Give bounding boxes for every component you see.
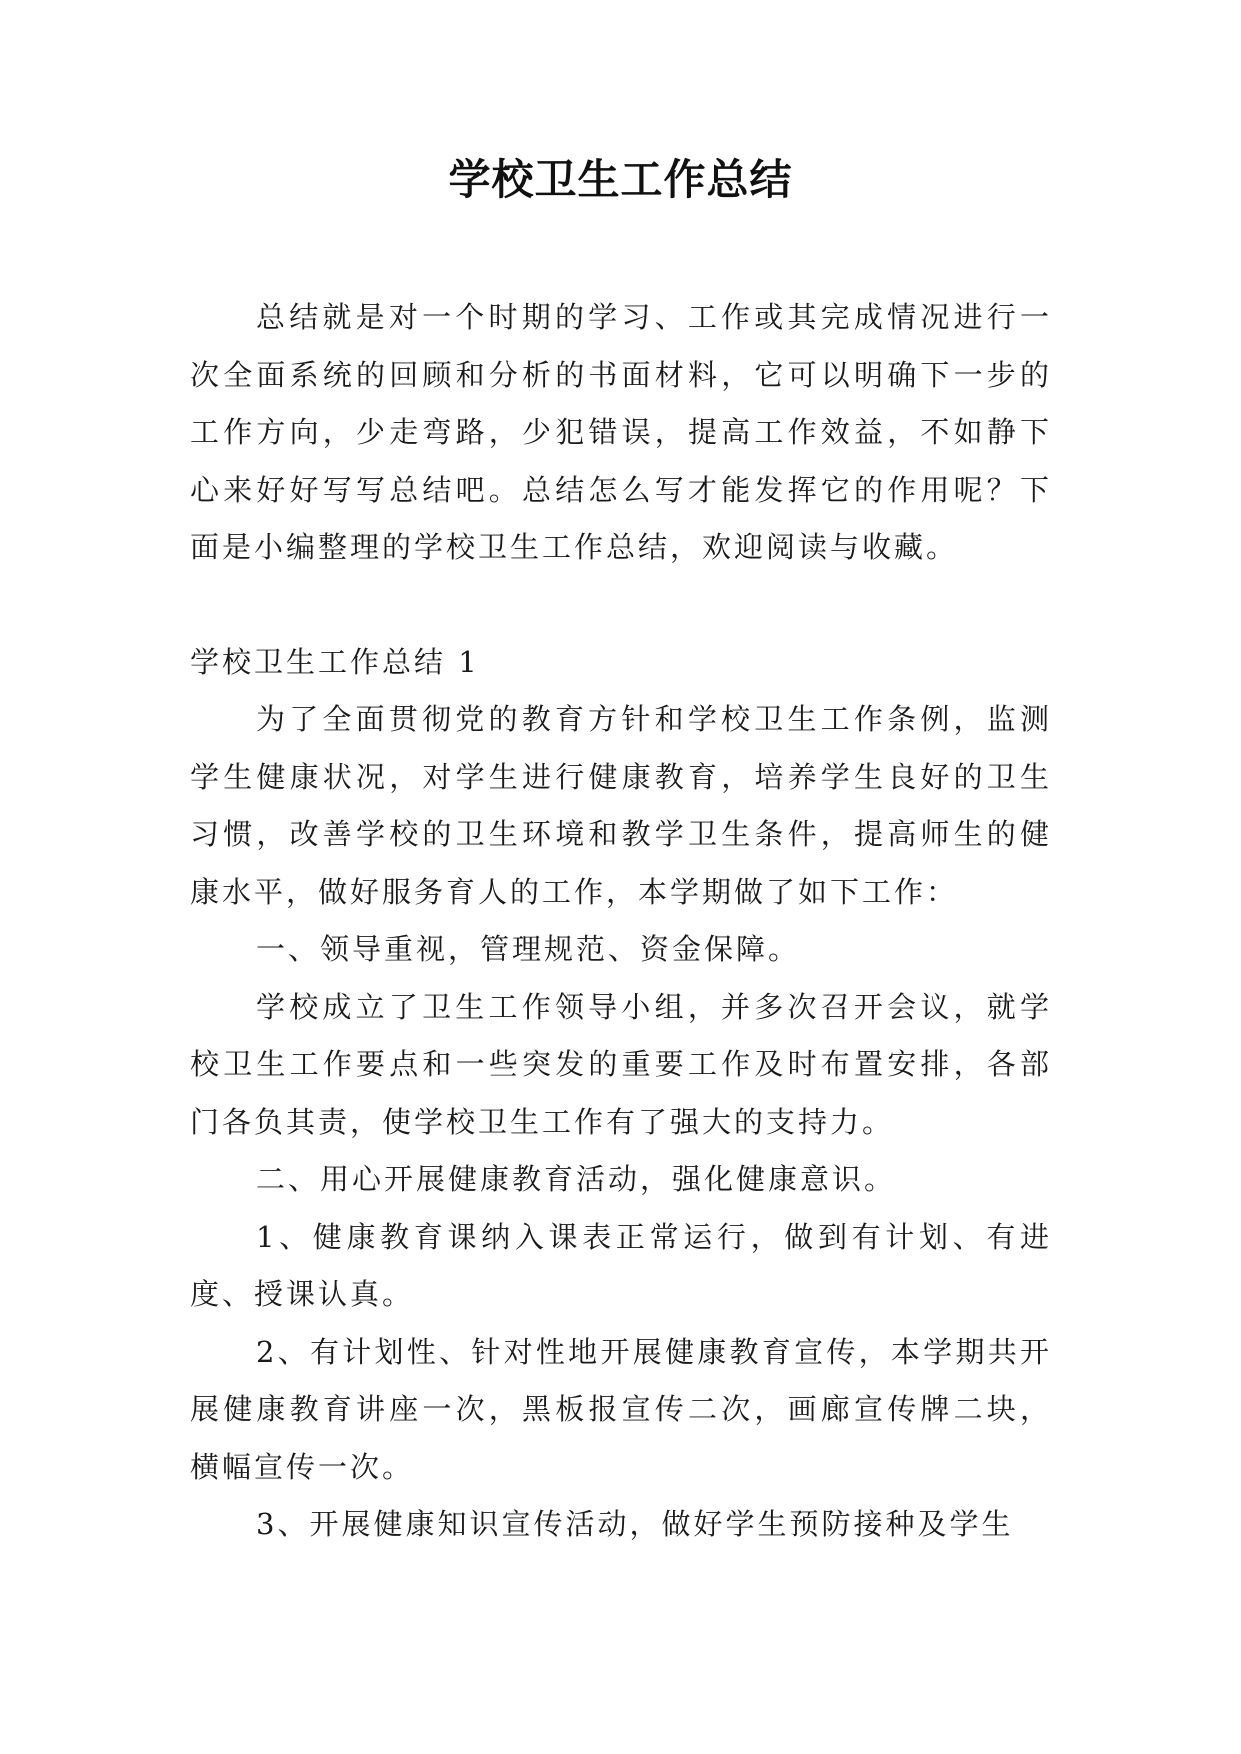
document-body bbox=[190, 289, 1052, 1554]
body-paragraph: 一、领导重视，管理规范、资金保障。 bbox=[256, 932, 801, 966]
body-paragraph: 为了全面贯彻党的教育方针和学校卫生工作条例，监测学生健康状况，对学生进行健康教育，培养学生良好的卫生习惯，改善学校的卫生环境和教学卫生条件，提高师生的健康水平，做好服务育人的工作，本学期做了如下工作： bbox=[190, 702, 1052, 909]
document-title: 学校卫生工作总结 bbox=[448, 155, 793, 204]
body-paragraph: 3、开展健康知识宣传活动，做好学生预防接种及学生 bbox=[256, 1507, 1014, 1541]
paragraph-gap bbox=[190, 577, 1052, 634]
body-paragraph: 1、健康教育课纳入课表正常运行，做到有计划、有进度、授课认真。 bbox=[190, 1219, 1052, 1311]
body-paragraph: 二、用心开展健康教育活动，强化健康意识。 bbox=[256, 1162, 897, 1196]
section-heading: 学校卫生工作总结 1 bbox=[190, 644, 480, 679]
body-paragraph: 2、有计划性、针对性地开展健康教育宣传，本学期共开展健康教育讲座一次，黑板报宣传二次，画廊宣传牌二块，横幅宣传一次。 bbox=[190, 1334, 1052, 1484]
intro-paragraph: 总结就是对一个时期的学习、工作或其完成情况进行一次全面系统的回顾和分析的书面材料，它可以明确下一步的工作方向，少走弯路，少犯错误，提高工作效益，不如静下心来好好写写总结吧。总结怎么写才能发挥它的作用呢？下面是小编整理的学校卫生工作总结，欢迎阅读与收藏。 bbox=[190, 300, 1052, 564]
body-paragraph: 学校成立了卫生工作领导小组，并多次召开会议，就学校卫生工作要点和一些突发的重要工作及时布置安排，各部门各负其责，使学校卫生工作有了强大的支持力。 bbox=[190, 989, 1052, 1139]
